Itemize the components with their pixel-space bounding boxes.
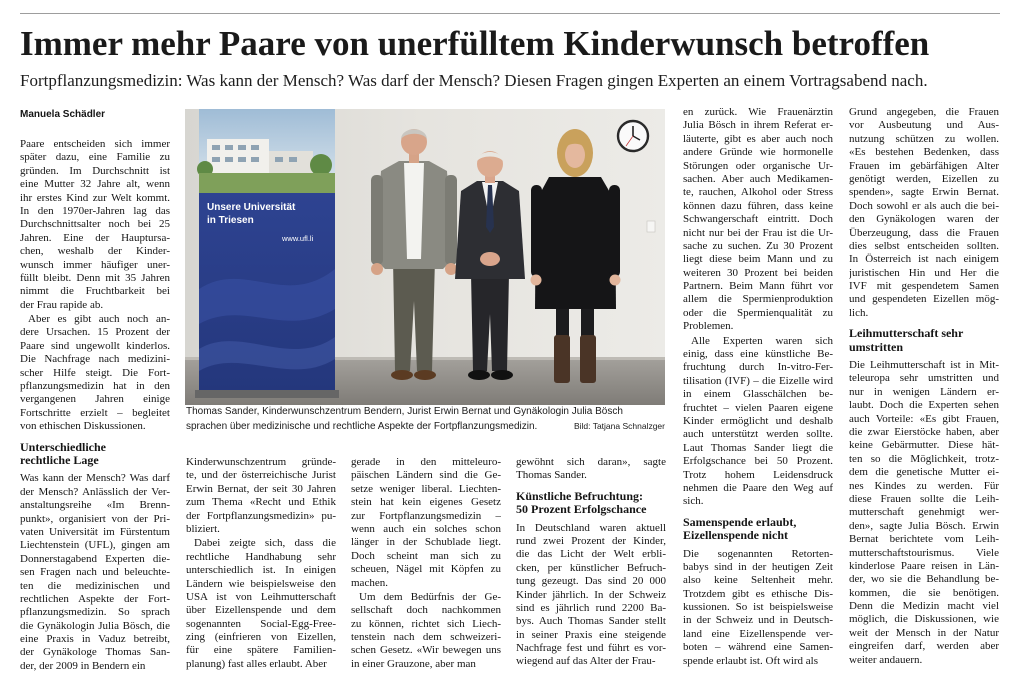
body-paragraph	[683, 106, 833, 334]
text-line: Fortschritte erzielt – begleitet	[20, 406, 170, 419]
text-line: juristischen Hin und Her die	[849, 266, 999, 279]
wall-clock-icon	[618, 121, 648, 151]
text-line: auch Vorteile: «Es gibt Frauen,	[849, 412, 999, 425]
text-line: Dabei zeigte sich, dass die	[194, 537, 336, 550]
text-line: oder die Spermienqualität zu	[683, 306, 833, 319]
text-line: spenden», sagte Erwin Bernat.	[849, 186, 999, 199]
text-line: Erfolgschance bei 50 Prozent.	[683, 455, 833, 468]
text-line: Überzeugung, dass die Frauen	[849, 226, 999, 239]
text-line: Kinderwunschzentrum gründe-	[186, 456, 336, 468]
subheading-line: rechtliche Lage	[20, 453, 99, 467]
text-line: zum Thema «Recht und Ethik	[186, 496, 336, 509]
text-line: punkt», organisiert von der Pri-	[20, 512, 170, 525]
text-line: rechtlichen Aspekte der Fort-	[20, 592, 170, 605]
banner-title-line-1: Unsere Universität	[207, 202, 296, 213]
text-line: Erwin Bernat, der seit 30 Jahren	[186, 482, 336, 495]
top-rule	[20, 13, 1000, 14]
text-line: Partnern. Beim Mann führt vor	[683, 280, 833, 293]
text-line: der, wo sie die Behandlung be-	[849, 573, 999, 586]
text-line: scher Hilfe steigt. Die Fort-	[20, 366, 170, 379]
text-line: in einem Glasschälchen be-	[683, 388, 833, 401]
text-column-4	[516, 456, 666, 669]
text-line: tilisation (IVF) – die Eizelle wird	[683, 374, 833, 387]
text-line: Liechtenstein (UFL), gingen am	[20, 539, 170, 552]
event-photo	[185, 109, 665, 405]
text-line: wiegend auf das Alter der Frau-	[516, 655, 656, 668]
section-subheading	[20, 441, 170, 468]
text-line: nehmen die Paare den Weg auf	[683, 481, 833, 494]
text-line: nicht nur bei der Frau ist die Ur-	[683, 226, 833, 239]
subheading-line: Unterschiedliche	[20, 440, 106, 454]
text-line: Julia Bösch in ihrem Referat er-	[683, 119, 833, 132]
text-line: auch unterstützt werden sollte.	[683, 428, 833, 441]
text-line: setze weniger liberal. Liechten-	[351, 482, 501, 495]
text-line: Kinder jährlich. In der Schweiz	[516, 588, 666, 601]
text-line: tenstein nach dem schweizeri-	[351, 631, 501, 644]
subheading-line: Leihmutterschaft sehr	[849, 327, 964, 341]
text-line: Paare entscheiden sich immer	[20, 138, 170, 150]
text-line: sogenannten Social-Egg-Free-	[186, 617, 336, 630]
text-line: allem die Spermienproduktion	[683, 293, 833, 306]
text-line: läuterte, gibt es aber auch noch	[683, 132, 833, 145]
text-line: Laut Thomas Sander liegt die	[683, 441, 833, 454]
text-line: in seiner Praxis eine steigende	[516, 628, 666, 641]
text-line: füllt bleibt. Denn mit 35 Jahren	[20, 271, 170, 284]
text-line: einig, dass eine künstliche Be-	[683, 348, 833, 361]
text-line: können dazu führen, dass keine	[683, 199, 833, 212]
text-line: gerade in den mitteleuro-	[351, 456, 501, 468]
text-line: und gespendeten Eizellen mög-	[849, 293, 999, 306]
text-line: Aber es gibt auch noch an-	[28, 313, 170, 326]
text-line: en zurück. Wie Frauenärztin	[683, 106, 833, 118]
text-line: Schwangerschaft eintritt. Doch	[683, 213, 833, 226]
text-line: Trotzdem gibt es ethische Dis-	[683, 587, 833, 600]
text-line: vaten Universität im Fürstentum	[20, 525, 170, 538]
text-line: in der Schweiz und in Deutsch-	[683, 614, 833, 627]
subheading-line: Samenspende erlaubt,	[683, 515, 797, 529]
body-paragraph	[683, 548, 833, 669]
text-line: eingreifen darf, werden aber	[849, 640, 999, 653]
text-line: Denn die Medizin macht viel	[849, 600, 999, 613]
text-line: Störungen oder organische Ur-	[683, 159, 833, 172]
text-line: sellschaft doch nachkommen	[351, 604, 501, 617]
text-line: dem die genetische Mutter ei-	[849, 466, 999, 479]
body-paragraph	[20, 313, 170, 434]
banner-url: www.ufl.li	[282, 234, 314, 243]
photo-caption-line-1: Thomas Sander, Kinderwunschzentrum Bendern, Jurist Erwin Bernat und Gynäkologin Julia Bösch	[186, 406, 623, 417]
body-paragraph	[351, 456, 501, 590]
text-line: anstaltungsreihe «Im Brenn-	[20, 499, 170, 512]
text-line: planung) fast alles erlaubt. Aber	[186, 657, 327, 670]
text-line: der Gynäkologe Thomas San-	[20, 646, 170, 659]
university-banner	[195, 109, 339, 398]
text-line: weit der Mensch in der Natur	[849, 626, 999, 639]
text-line: weiter andauern.	[849, 653, 923, 666]
section-subheading	[683, 516, 833, 543]
text-line: den», sagte Julia Bösch. Erwin	[849, 519, 999, 532]
text-line: dere Ursachen. 15 Prozent der	[20, 326, 170, 339]
text-line: sich.	[683, 495, 704, 508]
text-line: Kinder ermöglicht und deshalb	[683, 414, 833, 427]
text-line: In den 1970er-Jahren lag das	[20, 204, 170, 217]
subheading-line: umstritten	[849, 340, 903, 354]
text-line: gewöhnt sich daran», sagte	[516, 456, 666, 468]
light-switch	[647, 221, 655, 232]
text-line: gründen. Im Durchschnitt ist	[20, 164, 170, 177]
body-paragraph	[186, 537, 336, 671]
body-paragraph	[186, 456, 336, 536]
text-line: Donnerstagabend Experten die-	[20, 552, 170, 565]
text-line: sind es jährlich rund 2200 Ba-	[516, 601, 666, 614]
text-line: USA ist von Leihmutterschaft	[186, 590, 336, 603]
text-line: scheuen, Nägel mit Köpfen zu	[351, 563, 501, 576]
text-line: Die sogenannten Retorten-	[683, 547, 833, 560]
text-line: Durchschnittsalter noch bei 25	[20, 218, 170, 231]
text-line: Paare sind ungewollt kinderlos.	[20, 339, 170, 352]
text-line: keine Gebärmutter. Diese hät-	[849, 439, 999, 452]
text-line: päischen Ländern sind die Ge-	[351, 469, 501, 482]
text-line: Doch scheint man sich zu	[351, 549, 501, 562]
text-line: lich.	[849, 306, 869, 319]
text-line: den Gynäkologen waren der	[849, 213, 999, 226]
text-line: schen Gesetz. «Wir bewegen uns	[351, 644, 501, 657]
text-line: wenn auch ein solches schon	[351, 522, 501, 535]
text-line: IVF mit gespendetem Samen	[849, 280, 999, 293]
text-line: vor Ausbeutung und Aus-	[849, 119, 999, 132]
text-line: In Deutschland waren aktuell	[516, 521, 666, 534]
text-line: ihr erstes Kind zur Welt kommt.	[20, 191, 170, 204]
text-line: rechtliche Handhabung sehr	[186, 550, 336, 563]
text-line: Die Nachfrage nach medizini-	[20, 353, 170, 366]
text-line: Frauen im gebärfähigen Alter	[849, 159, 999, 172]
text-line: von ethischen Diskussionen.	[20, 420, 146, 433]
text-line: nutzung schützen zu wollen.	[849, 132, 999, 145]
text-line: Ländern wie beispielsweise den	[186, 577, 336, 590]
photo-credit: Bild: Tatjana Schnalzger	[573, 421, 665, 431]
banner-title-line-2: in Triesen	[207, 215, 254, 226]
text-line: für eine spätere Familien-	[186, 644, 336, 657]
text-line: eine Praxis in Vaduz betreibt,	[20, 633, 170, 646]
text-line: diese Frauen sollte die Leih-	[849, 492, 999, 505]
text-line: wunsch immer häufiger uner-	[20, 258, 170, 271]
text-line: Problemen.	[683, 320, 734, 333]
text-line: bys. Auch Thomas Sander stellt	[516, 615, 666, 628]
photo-caption-line-2	[186, 419, 665, 434]
text-line: zing (einfrieren von Eizellen,	[186, 631, 336, 644]
body-paragraph	[849, 106, 999, 320]
text-line: bliziert.	[186, 522, 220, 535]
text-line: Nachfrage fest und führt es vor-	[516, 642, 666, 655]
body-paragraph	[20, 138, 170, 312]
body-paragraph	[516, 522, 666, 669]
text-line: dies selbst entscheiden sollten.	[849, 239, 999, 252]
text-line: stein hat kein eigenes Gesetz	[351, 496, 501, 509]
body-paragraph	[516, 456, 666, 483]
text-line: zur Fortpflanzungsmedizin –	[351, 509, 501, 522]
text-line: genötigt werden, Eizellen zu	[849, 172, 999, 185]
text-line: nimmt die Fruchtbarkeit bei	[20, 285, 170, 298]
article-headline: Immer mehr Paare von unerfülltem Kinderwunsch betroffen	[20, 24, 930, 63]
text-line: der Fortpflanzungsmedizin» pu-	[186, 509, 336, 522]
text-line: fruchtung durch In-vitro-Fer-	[683, 361, 833, 374]
text-line: in einer Grauzone, aber man	[351, 657, 476, 670]
text-line: laubt. Doch die Experten sehen	[849, 399, 999, 412]
text-line: vergangenen Jahren einige	[20, 393, 170, 406]
text-line: die Gynäkologin Julia Bösch, die	[20, 619, 170, 632]
text-line: cken, per künstlicher Befruch-	[516, 561, 666, 574]
text-line: Thomas Sander.	[516, 469, 587, 482]
text-line: länger in der Schublade liegt.	[351, 536, 501, 549]
text-column-3	[351, 456, 501, 671]
text-line: der Frau rapide ab.	[20, 298, 104, 311]
text-column-5	[683, 106, 833, 668]
text-line: Trotz hohem Leidensdruck	[683, 468, 833, 481]
text-line: weiteren 30 Prozent bei beiden	[683, 266, 833, 279]
text-line: pflanzungsmedizin hat in den	[20, 380, 170, 393]
text-line: der, der 2009 in Bendern ein	[20, 659, 146, 672]
text-line: te, rauchen, Alkohol oder Stress	[683, 186, 833, 199]
text-line: mutterschaft genehmigt wer-	[849, 506, 999, 519]
text-line: babys sind in der heutigen Zeit	[683, 560, 833, 573]
photo-caption-text: sprachen über medizinische und rechtliche Aspekte der Fortpflanzungsmedizin.	[186, 421, 538, 432]
text-line: sache zu suchen. Zu 30 Prozent	[683, 239, 833, 252]
text-line: der Mensch? Anlässlich der Ver-	[20, 485, 170, 498]
text-line: Grund angegeben, die Frauen	[849, 106, 999, 118]
text-line: Jahren. Eine der Hauptursa-	[20, 231, 170, 244]
text-line: die das Licht der Welt erbli-	[516, 548, 666, 561]
text-column-2	[186, 456, 336, 671]
text-line: Was kann der Mensch? Was darf	[20, 472, 170, 485]
text-line: ten die medizinischen und	[20, 579, 170, 592]
text-line: tung gezeugt. Das sind 20 000	[516, 575, 666, 588]
text-line: über Eizellenspende und dem	[186, 604, 336, 617]
body-paragraph	[351, 591, 501, 671]
text-line: land eine Eizellenspende ver-	[683, 627, 833, 640]
text-line: «Es bestehen Bedenken, dass	[849, 146, 999, 159]
text-line: Die Leihmutterschaft ist in Mit-	[849, 359, 999, 372]
text-line: Um dem Bedürfnis der Ge-	[359, 590, 501, 603]
article-subheadline: Fortpflanzungsmedizin: Was kann der Mensch? Was darf der Mensch? Diesen Fragen gingen Experten an einem Vortragsabend nach.	[20, 71, 928, 90]
body-paragraph	[683, 335, 833, 509]
section-subheading	[849, 327, 999, 354]
text-column-1	[20, 138, 170, 673]
text-line: möglich, die Diskussionen, wie	[849, 613, 999, 626]
text-line: te, und der österreichische Jurist	[186, 469, 336, 482]
text-line: In Österreich ist nach einigem	[849, 253, 999, 266]
text-line: pflanzungsmedizin. So sprach	[20, 606, 170, 619]
text-line: ten so die Möglichkeit, trotz-	[849, 452, 999, 465]
text-line: die zwar Eierstöcke haben, aber	[849, 425, 999, 438]
text-line: später dazu, eine Familie zu	[20, 151, 170, 164]
text-line: kussionen. So ist beispielsweise	[683, 601, 833, 614]
text-line: fruchtet – vielen Paaren eigene	[683, 401, 833, 414]
text-line: chen, weshalb der Kinder-	[20, 245, 170, 258]
text-line: liegt diese beim Mann und zu	[683, 253, 833, 266]
text-line: zu können, richtet sich Liech-	[351, 617, 501, 630]
text-line: unterschiedlich ist. In einigen	[186, 564, 336, 577]
text-line: teleuropa sehr umstritten und	[849, 372, 999, 385]
section-subheading	[516, 490, 666, 517]
text-line: sen Fragen nach und beleuchte-	[20, 566, 170, 579]
text-line: andere Gründe wie hormonelle	[683, 146, 833, 159]
text-line: sachen. Aber auch Medikamen-	[683, 172, 833, 185]
subheading-line: 50 Prozent Erfolgschance	[516, 503, 647, 517]
text-line: spende erlaubt ist. Oft wird als	[683, 654, 819, 667]
text-line: Alle Experten waren sich	[691, 334, 833, 347]
subheading-line: Künstliche Befruchtung:	[516, 489, 644, 503]
text-line: mutterschaftstourismus. Viele	[849, 546, 999, 559]
body-paragraph	[849, 359, 999, 667]
text-line: kinderlose Paare reisen in Län-	[849, 559, 999, 572]
text-line: nes Kindes zu werden. Für	[849, 479, 999, 492]
author-byline: Manuela Schädler	[20, 109, 106, 120]
text-line: boten – während eine Samen-	[683, 641, 833, 654]
text-line: Bernat berichtete vom Leih-	[849, 533, 999, 546]
text-line: rund zwei Prozent der Kinder,	[516, 534, 666, 547]
text-column-6	[849, 106, 999, 667]
body-paragraph	[20, 472, 170, 673]
text-line: kommen, die sie benötigen.	[849, 586, 999, 599]
text-line: machen.	[351, 576, 388, 589]
subheading-line: Eizellenspende nicht	[683, 529, 789, 543]
text-line: Doch sowohl er als auch die bei-	[849, 199, 999, 212]
text-line: nur in wenigen Ländern er-	[849, 385, 999, 398]
text-line: also keine Seltenheit mehr.	[683, 574, 833, 587]
text-line: eine Mutter 32 Jahre alt, wenn	[20, 178, 170, 191]
